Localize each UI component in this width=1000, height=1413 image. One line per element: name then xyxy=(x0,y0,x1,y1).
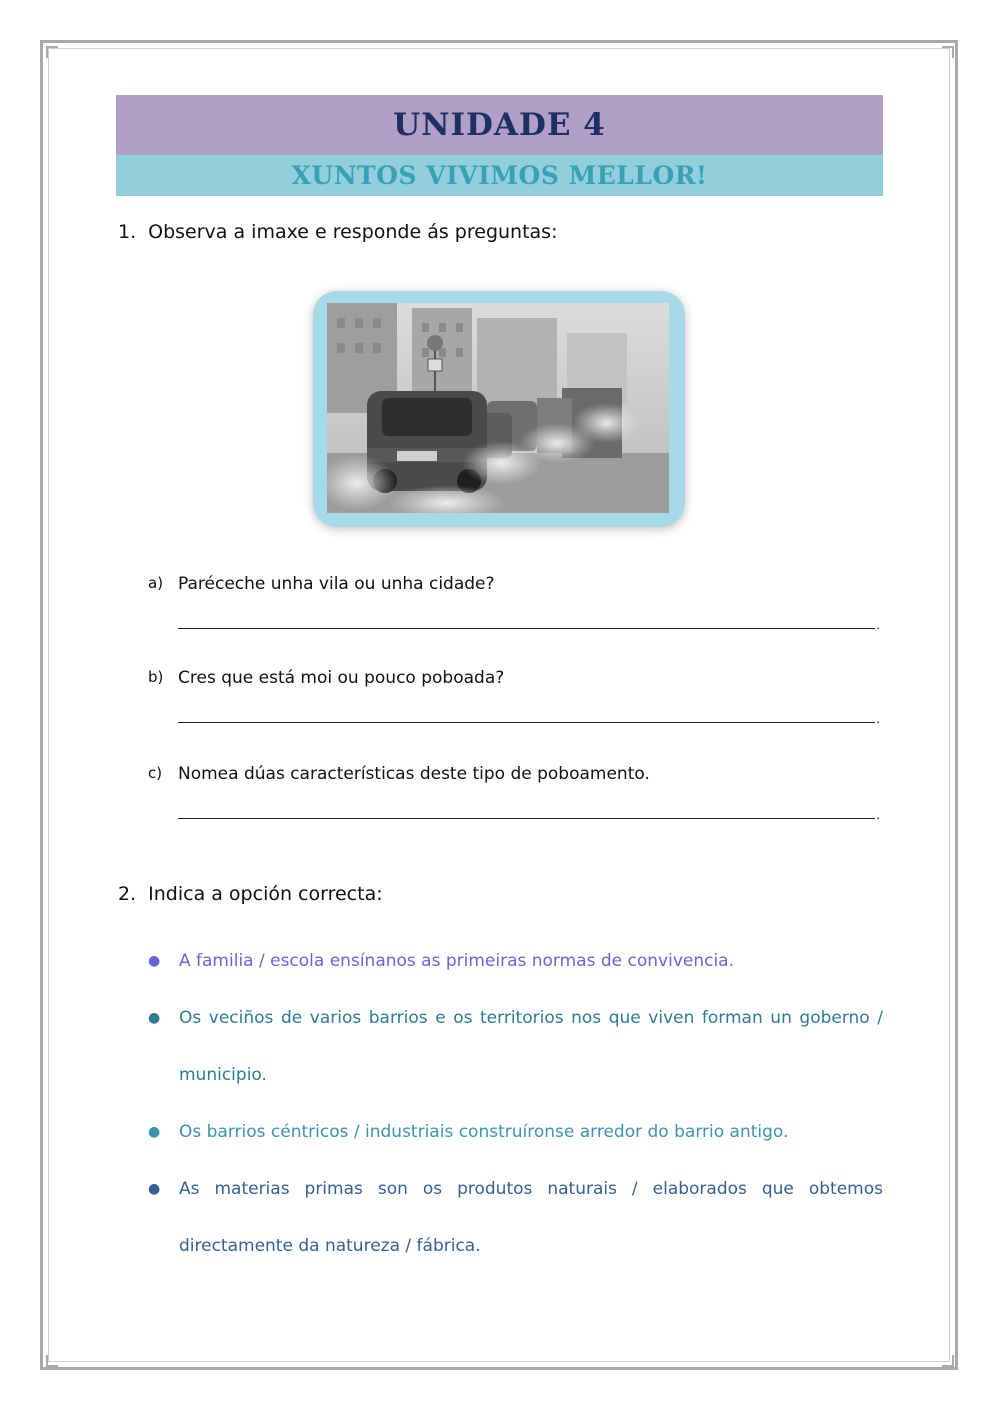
bullet-icon: ● xyxy=(148,1010,161,1026)
bullet-icon: ● xyxy=(148,953,161,969)
question-2 xyxy=(118,883,383,905)
subquestion-text: Cres que está moi ou pouco poboada? xyxy=(178,668,505,688)
option-text: Os veciños de varios barrios e os territorios nos que viven forman un goberno / municipio. xyxy=(179,1008,883,1085)
question-text: Indica a opción correcta: xyxy=(148,883,383,905)
bullet-icon: ● xyxy=(148,1181,161,1197)
corner-ornament xyxy=(942,1355,954,1367)
corner-ornament xyxy=(46,1355,58,1367)
traffic-pollution-photo xyxy=(313,291,685,527)
answer-line-c[interactable]: . xyxy=(178,818,875,819)
option-text: A familia / escola ensínanos as primeiras normas de convivencia. xyxy=(179,951,735,971)
option-text: Os barrios céntricos / industriais construíronse arredor do barrio antigo. xyxy=(179,1122,789,1142)
corner-ornament xyxy=(942,46,954,58)
unit-title: UNIDADE 4 xyxy=(116,95,883,155)
answer-line-b[interactable]: . xyxy=(178,722,875,723)
subquestion-letter: a) xyxy=(148,574,164,592)
subquestion-c xyxy=(148,764,650,784)
option-item[interactable] xyxy=(148,1161,883,1275)
bullet-icon: ● xyxy=(148,1124,161,1140)
answer-line-a[interactable]: . xyxy=(178,628,875,629)
subquestion-text: Nomea dúas características deste tipo de poboamento. xyxy=(178,764,650,784)
corner-ornament xyxy=(46,46,58,58)
question-number: 1. xyxy=(118,221,137,243)
subquestion-letter: c) xyxy=(148,764,163,782)
subquestion-text: Paréceche unha vila ou unha cidade? xyxy=(178,574,495,594)
question-1 xyxy=(118,221,557,243)
subquestion-b xyxy=(148,668,504,688)
question-text: Observa a imaxe e responde ás preguntas: xyxy=(148,221,558,243)
option-item[interactable] xyxy=(148,933,883,990)
subquestion-letter: b) xyxy=(148,668,164,686)
subquestion-a xyxy=(148,574,495,594)
question-number: 2. xyxy=(118,883,137,905)
photo-image xyxy=(327,303,669,513)
unit-subtitle: XUNTOS VIVIMOS MELLOR! xyxy=(116,155,883,196)
option-item[interactable] xyxy=(148,990,883,1104)
option-text: As materias primas son os produtos naturais / elaborados que obtemos directamente da natureza / fábrica. xyxy=(179,1179,883,1256)
option-item[interactable] xyxy=(148,1104,883,1161)
